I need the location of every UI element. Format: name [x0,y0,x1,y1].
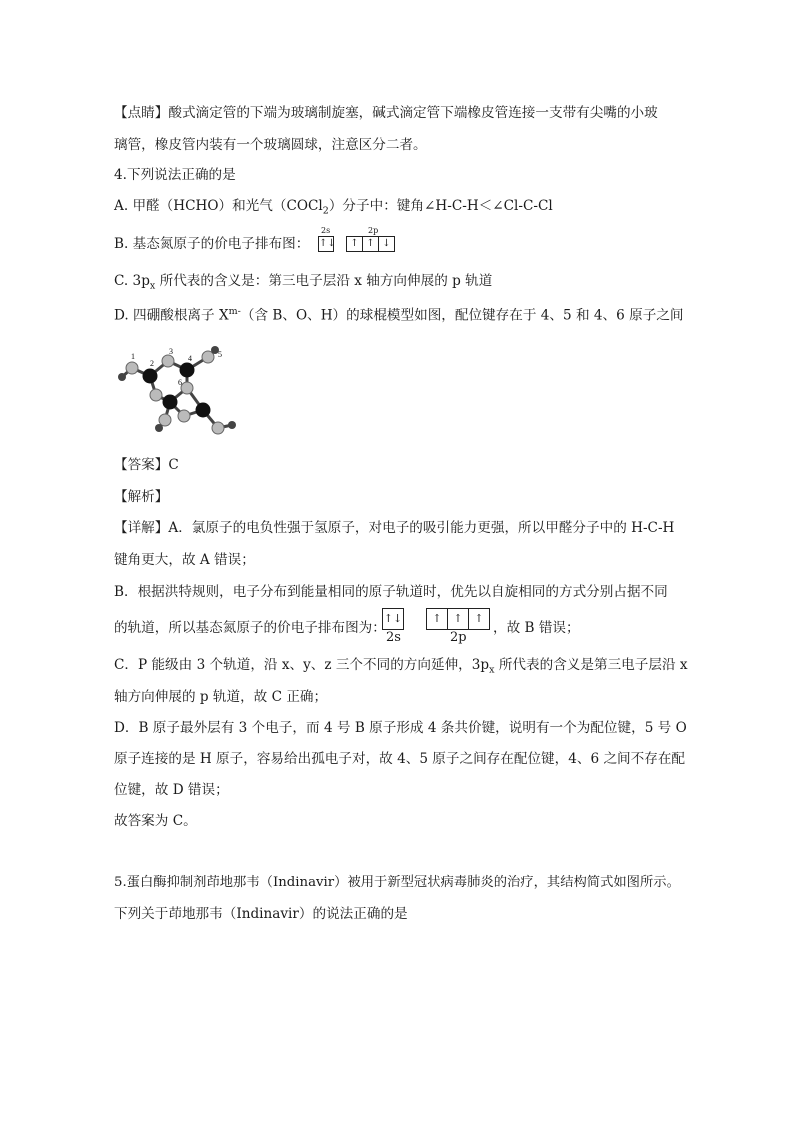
atom-1 [126,362,138,374]
q5-line-2: 下列关于茚地那韦（Indinavir）的说法正确的是 [114,906,408,922]
q4-option-c-sub: x [149,280,156,292]
atom-o-right [212,422,224,434]
model-label-1: 1 [131,352,135,361]
detail-orbital-2p-label: 2p [450,630,467,645]
q4-option-c-pre: C. 3p [114,273,150,289]
orbital-2p-box-2: ↑ [362,236,379,252]
detail-b2-pre: 的轨道，所以基态氮原子的价电子排布图为： [114,620,386,636]
atom-b-right [196,403,211,418]
detail-c-line-2: 轴方向伸展的 p 轨道，故 C 正确； [114,689,328,705]
atom-o-bottom-2 [178,410,190,422]
detail-a-line-1 [114,519,674,537]
q4-stem: 4.下列说法正确的是 [114,167,236,183]
q4-option-d-sup: m- [228,306,241,317]
q4-option-d-pre: D. 四硼酸根离子 X [114,307,229,324]
detail-label: 【详解】 [114,520,169,536]
atom-o-bottom [159,414,171,426]
orbital-2p-box-1: ↑ [346,236,363,252]
orbital-2s-box: ↑↓ [318,236,334,252]
atom-h-bottom [155,424,163,432]
q4-option-a [114,197,553,221]
dianjing-label: 【点睛】 [114,105,169,121]
detail-c-line-1 [114,656,688,680]
detail-c1-sub: x [489,664,495,676]
detail-orbital-2p-box-3: ↑ [468,608,490,630]
model-label-6: 6 [178,378,182,387]
atom-3 [162,355,174,367]
answer-line [114,456,179,474]
jiexi-label: 【解析】 [114,489,169,505]
answer-value: C [168,457,179,473]
model-label-2: 2 [150,359,154,368]
model-label-5: 5 [218,350,222,359]
atom-6 [181,382,193,394]
detail-c1-post: 所代表的含义是第三电子层沿 x [494,657,688,673]
orbital-2s-label: 2s [321,226,331,235]
atom-b-lower [163,395,178,410]
detail-b2-post: ，故 B 错误； [493,620,580,636]
q4-option-c-post: 所代表的含义是：第三电子层沿 x 轴方向伸展的 p 轨道 [155,273,493,289]
detail-orbital-2s-box: ↑↓ [382,608,404,630]
detail-orbital-2p-box-2: ↑ [447,608,469,630]
q4-option-a-pre: A. 甲醛（HCHO）和光气（COCl [114,198,323,214]
dianjing-line-2: 璃管，橡皮管内装有一个玻璃圆球，注意区分二者。 [114,137,427,153]
q4-option-d [114,303,684,325]
q4-option-a-sub: 2 [322,205,329,217]
detail-orbital-2p-box-1: ↑ [426,608,448,630]
atom-2 [143,369,158,384]
answer-label: 【答案】 [114,457,169,473]
dianjing-text-1: 酸式滴定管的下端为玻璃制旋塞，碱式滴定管下端橡皮管连接一支带有尖嘴的小玻 [168,105,658,121]
detail-b-line-2 [114,619,386,637]
detail-d-line-3: 位键，故 D 错误； [114,782,229,798]
detail-d-line-2: 原子连接的是 H 原子，容易给出孤电子对，故 4、5 原子之间存在配位键，4、6 之间不存在配 [114,751,686,767]
q4-option-c [114,272,492,296]
model-label-3: 3 [169,347,173,356]
detail-b-line-1: B．根据洪特规则，电子分布到能量相同的原子轨道时，优先以自旋相同的方式分别占据不同 [114,584,668,600]
model-label-4: 4 [188,354,192,363]
dianjing-line-1 [114,104,658,122]
detail-a-line-2: 键角更大，故 A 错误； [114,552,255,568]
q4-option-b [114,235,309,253]
ball-stick-model [110,340,245,440]
atom-4 [180,363,195,378]
atom-h-right [228,421,236,429]
detail-a1: A．氯原子的电负性强于氢原子，对电子的吸引能力更强，所以甲醛分子中的 H-C-H [168,520,675,536]
q4-option-d-post: （含 B、O、H）的球棍模型如图，配位键存在于 4、5 和 4、6 原子之间 [240,307,684,324]
q4-option-b-text: B. 基态氮原子的价电子排布图： [114,236,310,252]
atom-o-left [150,389,162,401]
orbital-2p-label: 2p [368,226,379,235]
orbital-2p-box-3: ↓ [378,236,395,252]
atom-h [118,373,126,381]
detail-c1-pre: C．P 能级由 3 个轨道，沿 x、y、z 三个不同的方向延伸，3p [114,657,490,673]
detail-d-line-1: D．B 原子最外层有 3 个电子，而 4 号 B 原子形成 4 条共价键，说明有一个为配位键，5 号 O [114,720,687,736]
q4-option-b-orbital-diagram [318,226,428,254]
q5-line-1: 5.蛋白酶抑制剂茚地那韦（Indinavir）被用于新型冠状病毒肺炎的治疗，其结构简式如图所示。 [114,875,680,890]
q4-option-a-post: ）分子中：键角∠H-C-H＜∠Cl-C-Cl [328,198,553,214]
detail-b-orbital-diagram [382,608,502,644]
detail-orbital-2s-label: 2s [386,630,401,645]
detail-conclusion: 故答案为 C。 [114,813,197,829]
